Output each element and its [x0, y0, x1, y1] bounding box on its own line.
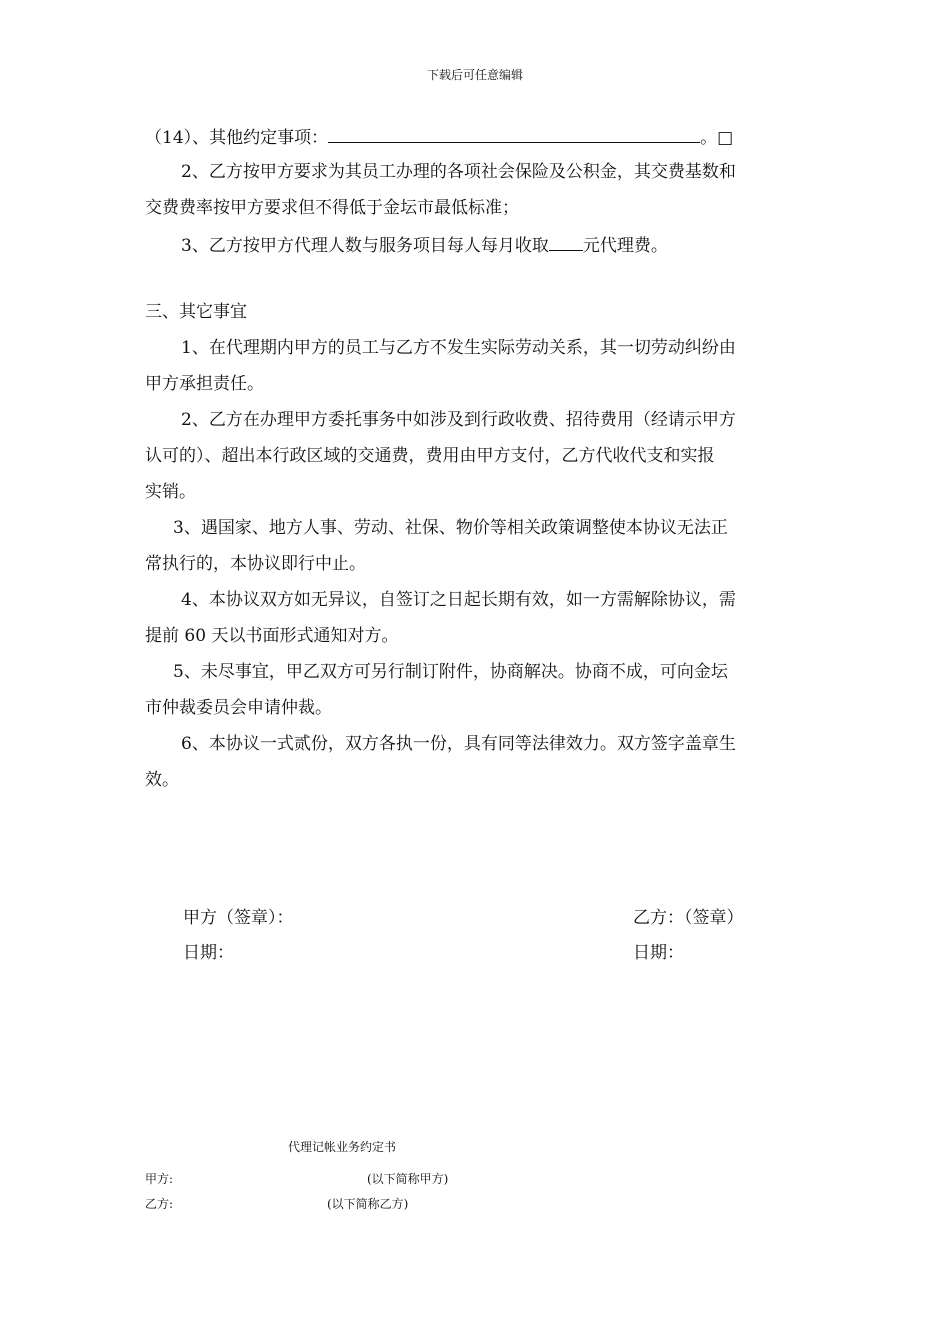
next-doc-party-a-label: 甲方:	[145, 1172, 174, 1186]
item-14-line	[145, 126, 733, 148]
s3-clause-5-line-2: 市仲裁委员会申请仲裁。	[145, 698, 332, 718]
s3-clause-2-line-3: 实销。	[145, 482, 196, 502]
s3-clause-3-line-1: 3、遇国家、地方人事、劳动、社保、物价等相关政策调整使本协议无法正	[173, 518, 728, 538]
next-doc-party-a-note: (以下简称甲方)	[367, 1172, 449, 1186]
s3-clause-2-line-1: 2、乙方在办理甲方委托事务中如涉及到行政收费、招待费用（经请示甲方	[181, 410, 736, 430]
s3-clause-1-line-2: 甲方承担责任。	[145, 374, 264, 394]
s3-clause-3-line-2: 常执行的，本协议即行中止。	[145, 554, 366, 574]
party-b-date-label: 日期：	[633, 943, 684, 963]
clause-3-line	[181, 234, 668, 256]
s3-clause-5-line-1: 5、未尽事宜，甲乙双方可另行制订附件，协商解决。协商不成，可向金坛	[173, 662, 728, 682]
s3-clause-6-line-1: 6、本协议一式贰份，双方各执一份，具有同等法律效力。双方签字盖章生	[181, 734, 736, 754]
item-14-checkbox-suffix: 。□	[700, 128, 734, 148]
page-header-note: 下载后可任意编辑	[426, 68, 523, 82]
clause-3-suffix: 元代理费。	[582, 236, 668, 256]
item-14-label: （14）、其他约定事项：	[145, 128, 329, 148]
section-3-title: 三、其它事宜	[145, 302, 247, 322]
clause-2-line-2: 交费费率按甲方要求但不得低于金坛市最低标准；	[145, 198, 519, 218]
fee-amount-blank-field[interactable]	[549, 234, 583, 251]
item-14-blank-field[interactable]	[328, 126, 700, 143]
clause-3-text: 3、乙方按甲方代理人数与服务项目每人每月收取	[181, 236, 549, 256]
next-doc-party-b-label: 乙方:	[145, 1197, 174, 1211]
next-doc-title: 代理记帐业务约定书	[288, 1140, 397, 1154]
party-a-date-label: 日期：	[183, 943, 234, 963]
s3-clause-4-line-1: 4、本协议双方如无异议，自签订之日起长期有效，如一方需解除协议，需	[181, 590, 736, 610]
clause-2-line-1: 2、乙方按甲方要求为其员工办理的各项社会保险及公积金，其交费基数和	[181, 162, 736, 182]
s3-clause-2-line-2: 认可的）、超出本行政区域的交通费，费用由甲方支付，乙方代收代支和实报	[145, 446, 715, 466]
s3-clause-1-line-1: 1、在代理期内甲方的员工与乙方不发生实际劳动关系，其一切劳动纠纷由	[181, 338, 736, 358]
s3-clause-4-line-2: 提前 60 天以书面形式通知对方。	[145, 626, 399, 646]
party-b-signature-label: 乙方：（签章）	[633, 908, 744, 928]
party-a-signature-label: 甲方（签章）：	[183, 908, 294, 928]
s3-clause-6-line-2: 效。	[145, 770, 179, 790]
next-doc-party-b-note: (以下简称乙方)	[327, 1197, 409, 1211]
